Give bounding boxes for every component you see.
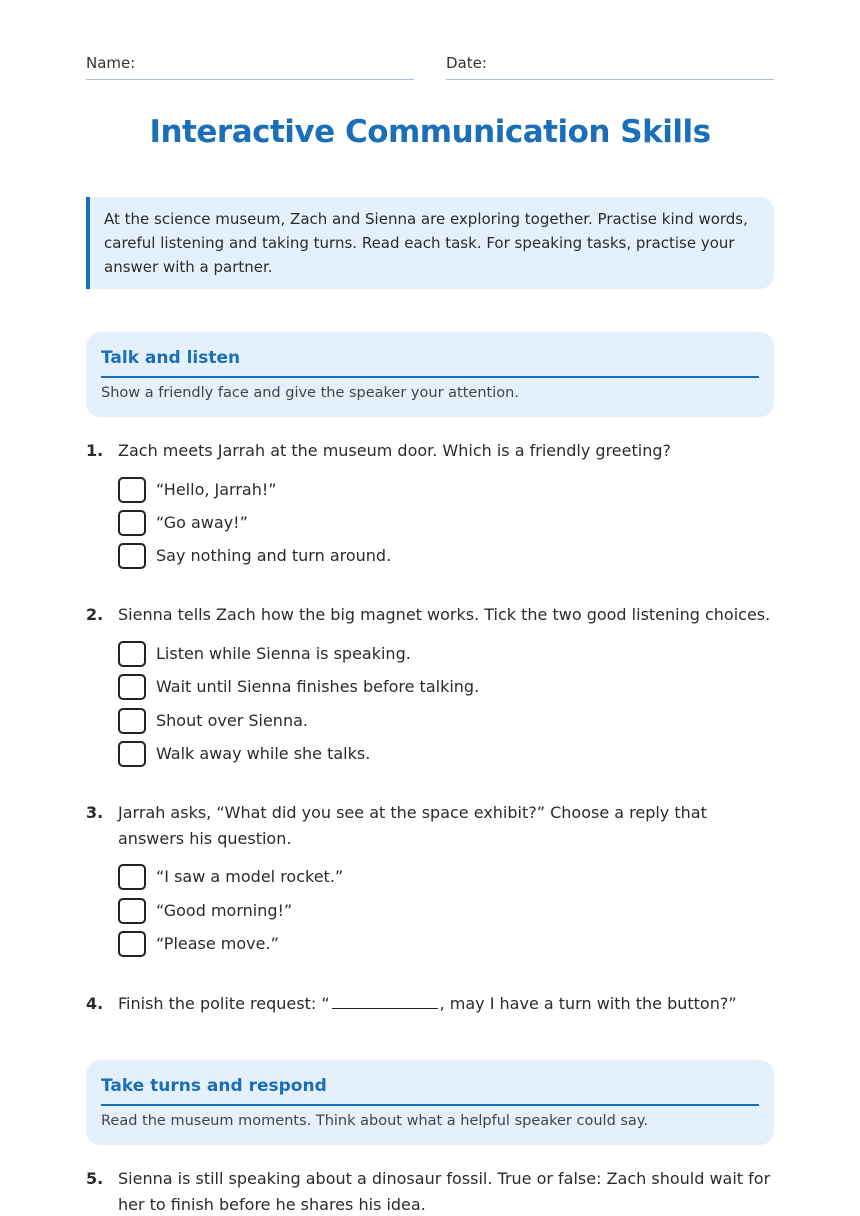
option-label: “Go away!”	[156, 513, 248, 532]
intro-box	[86, 197, 774, 289]
checkbox[interactable]	[118, 741, 146, 767]
checkbox[interactable]	[118, 898, 146, 924]
date-label: Date:	[446, 54, 487, 72]
option-label: Shout over Sienna.	[156, 711, 308, 730]
question-number: 1.	[86, 441, 104, 460]
section-take-turns-and-respond	[86, 1060, 774, 1145]
option-label: Walk away while she talks.	[156, 744, 371, 763]
section-title: Take turns and respond	[101, 1076, 759, 1106]
answer-blank[interactable]	[332, 991, 438, 1009]
section-subtitle: Show a friendly face and give the speaker your attention.	[101, 385, 519, 401]
option-label: “Hello, Jarrah!”	[156, 480, 277, 499]
question-text-after: , may I have a turn with the button?”	[439, 994, 737, 1013]
checkbox[interactable]	[118, 477, 146, 503]
question-text: Zach meets Jarrah at the museum door. Which is a friendly greeting?	[118, 441, 671, 460]
checkbox[interactable]	[118, 931, 146, 957]
option-label: “I saw a model rocket.”	[156, 867, 344, 886]
option-label: Listen while Sienna is speaking.	[156, 644, 411, 663]
option-label: Say nothing and turn around.	[156, 546, 392, 565]
section-talk-and-listen	[86, 332, 774, 417]
section-subtitle: Read the museum moments. Think about what a helpful speaker could say.	[101, 1113, 648, 1129]
question-text: Jarrah asks, “What did you see at the space exhibit?” Choose a reply that answers his question.	[118, 803, 707, 848]
checkbox[interactable]	[118, 641, 146, 667]
checkbox[interactable]	[118, 674, 146, 700]
question-number: 3.	[86, 803, 104, 822]
option-label: “Good morning!”	[156, 901, 293, 920]
question-text: Sienna tells Zach how the big magnet works. Tick the two good listening choices.	[118, 605, 771, 624]
question-text	[118, 991, 774, 1017]
name-field[interactable]	[86, 54, 414, 80]
checkbox[interactable]	[118, 543, 146, 569]
date-field[interactable]	[446, 54, 774, 80]
question-text-before: Finish the polite request: “	[118, 994, 330, 1013]
checkbox[interactable]	[118, 708, 146, 734]
checkbox[interactable]	[118, 864, 146, 890]
checkbox[interactable]	[118, 510, 146, 536]
question-number: 2.	[86, 605, 104, 624]
intro-text: At the science museum, Zach and Sienna are exploring together. Practise kind words, careful listening and taking turns. Read each task. For speaking tasks, practise your answer with a partner.	[104, 210, 748, 276]
question-number: 5.	[86, 1169, 104, 1188]
page-title: Interactive Communication Skills	[149, 114, 711, 150]
name-label: Name:	[86, 54, 136, 72]
section-title: Talk and listen	[101, 348, 759, 378]
option-label: “Please move.”	[156, 934, 279, 953]
question-number: 4.	[86, 994, 104, 1013]
question-text: Sienna is still speaking about a dinosaur fossil. True or false: Zach should wait for her to finish before he shares his idea.	[118, 1169, 771, 1214]
option-label: Wait until Sienna finishes before talking.	[156, 677, 480, 696]
name-date-row	[86, 54, 774, 80]
